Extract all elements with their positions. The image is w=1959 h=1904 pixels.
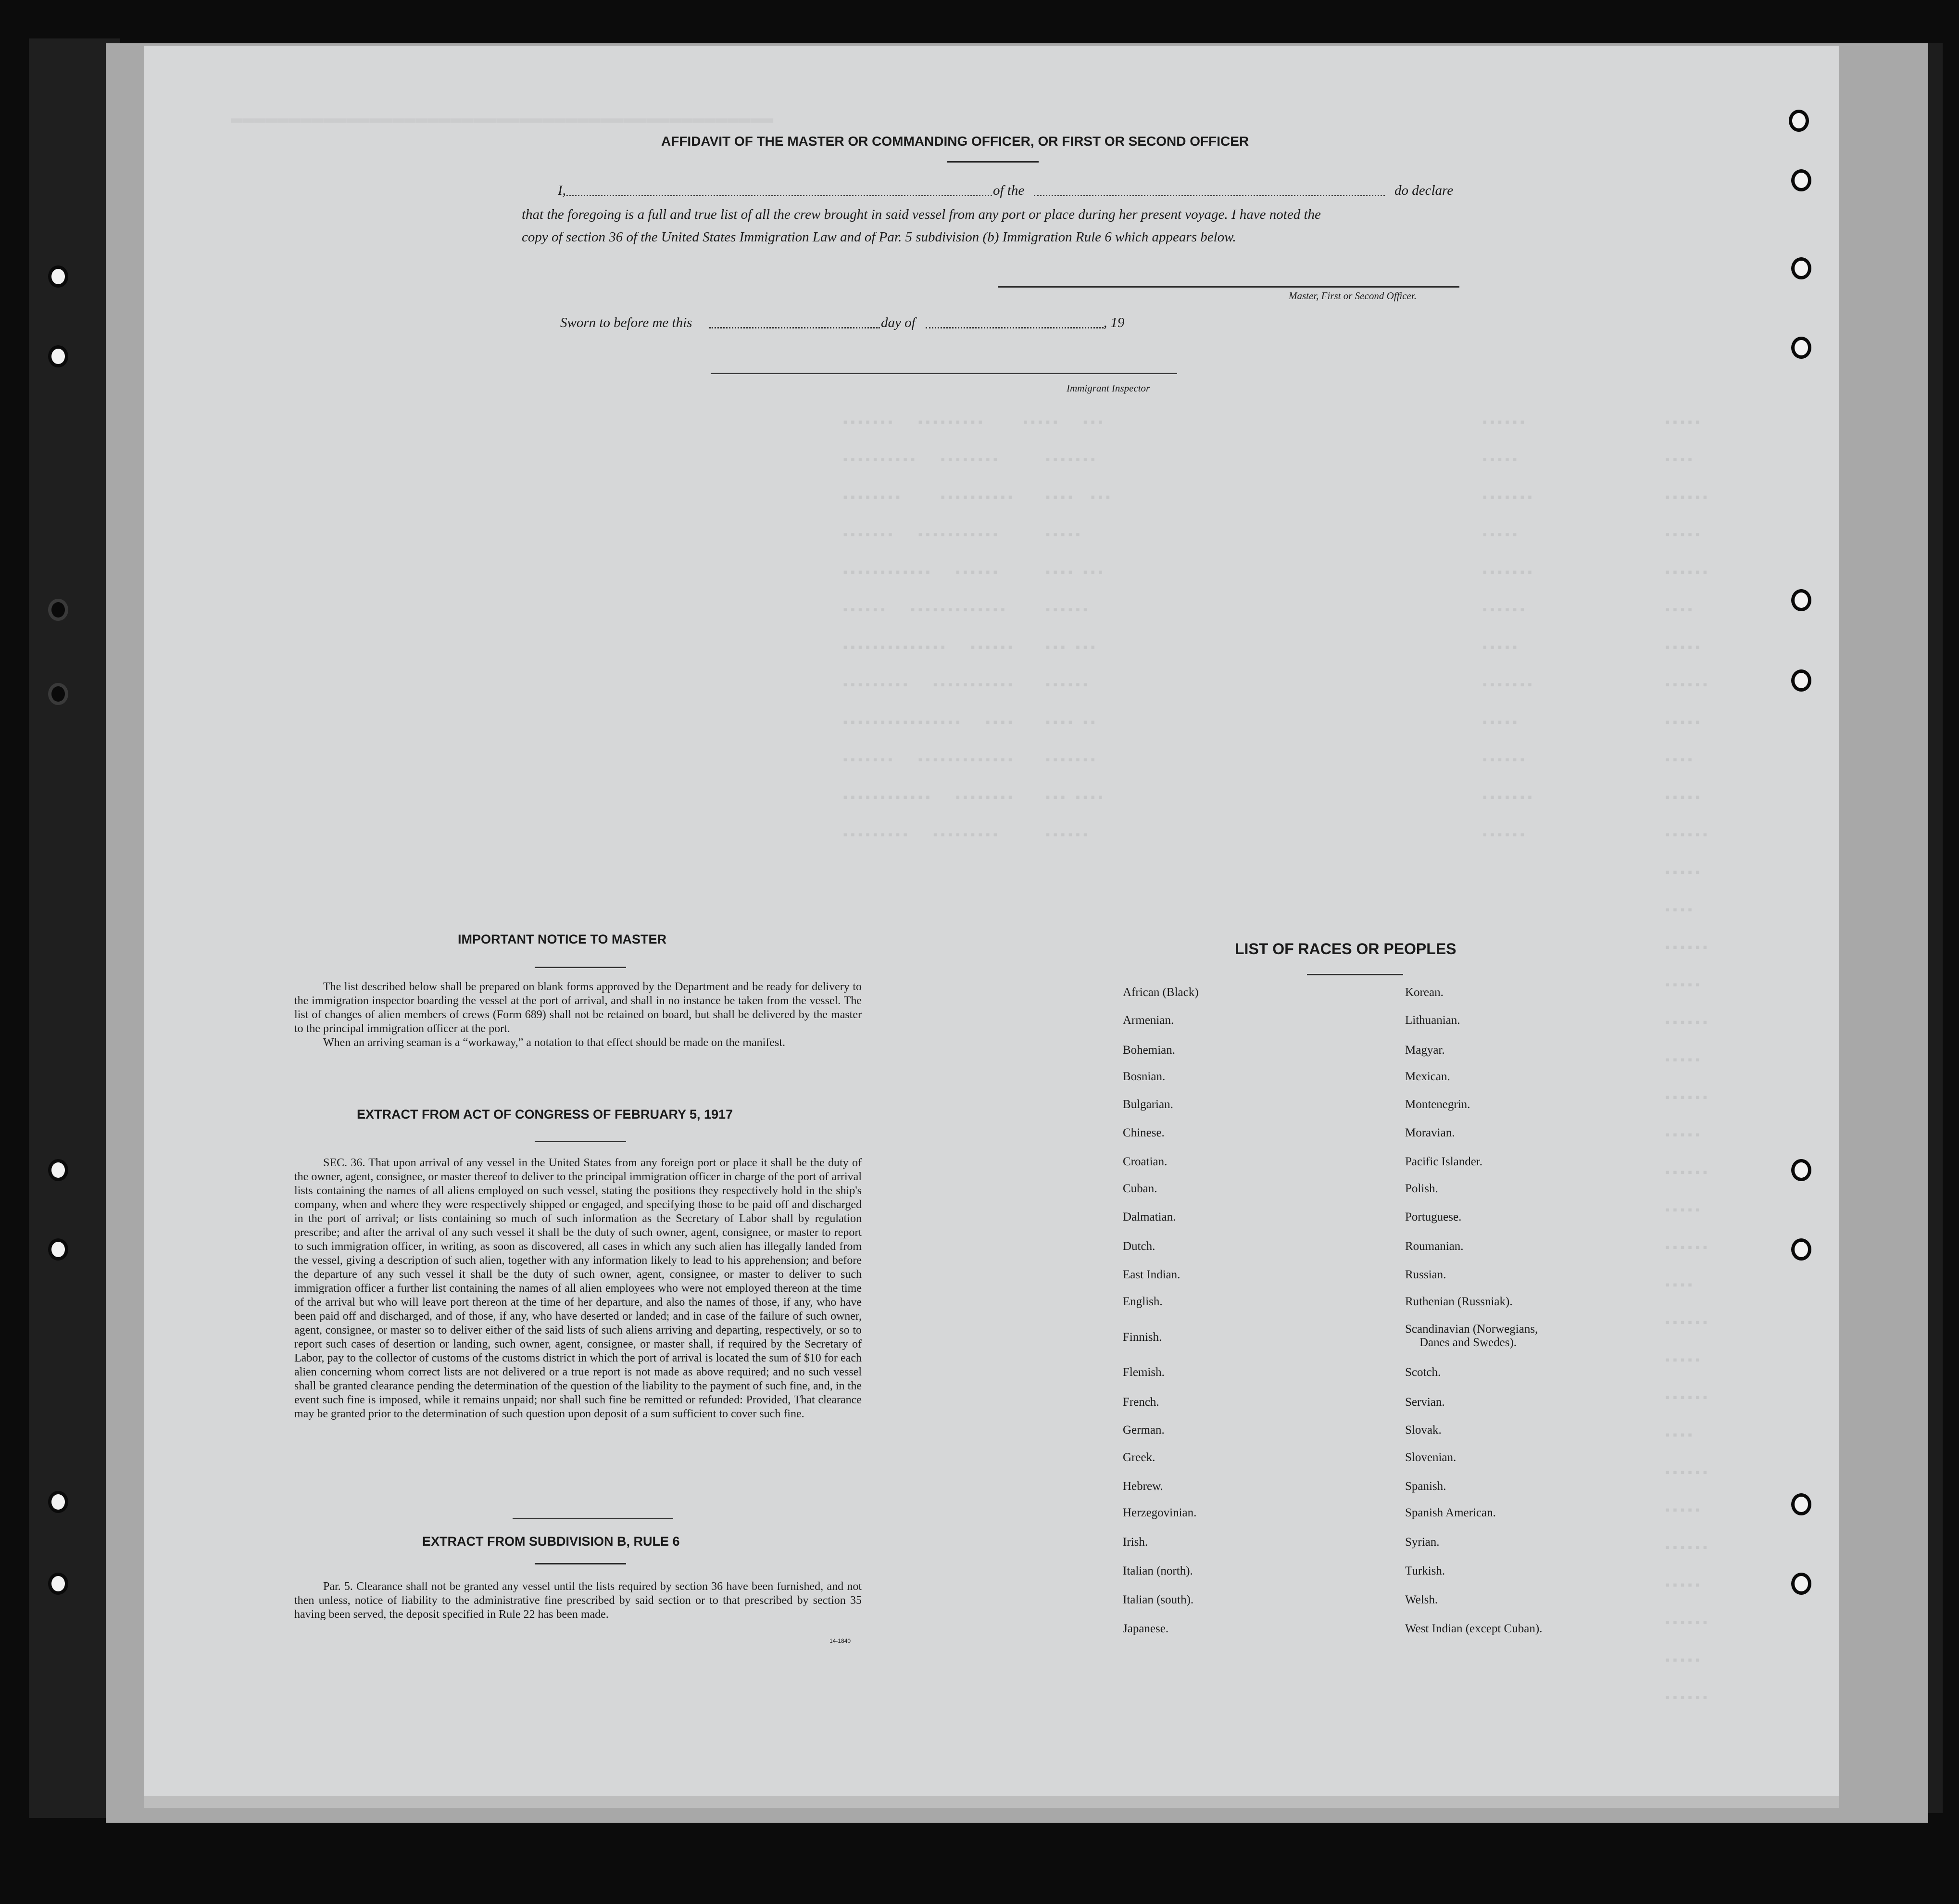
day-of-label: day of — [881, 315, 916, 330]
section-36-paragraph: SEC. 36. That upon arrival of any vessel in the United States from any foreign port or place it shall be the duty of the owner, agent, consignee, or master thereof to deliver to the principal immigration officer in charge of the port of arrival lists containing the names of all aliens employed on such vessel, stating the positions they respectively hold in the ship's company, when and where they were respectively shipped or engaged, and specifying those to be paid off and discharged in the port of arrival; or lists containing so much of such information as the Secretary of Labor shall by regulation prescribe; and after the arrival of any such vessel it shall be the duty of such owner, agent, consignee, or master to report to such immigration officer, in writing, as soon as discovered, all cases in which any such alien has illegally landed from the vessel, giving a description of such alien, together with any information likely to lead to his apprehension; and before the departure of any such vessel it shall be the duty of such owner, agent, consignee, or master to deliver to such immigration officer a further list containing the names of all alien employees who were not employed thereon at the time of the arrival but who will leave port thereon at the time of her departure, and also the names of those, if any, who have been paid off and discharged, and of those, if any, who have deserted or landed; and in case of the failure of such owner, agent, consignee, or master so to deliver either of the said lists of such aliens arriving and departing, respectively, or so to report such cases of desertion or landing, such owner, agent, consignee, or master shall, if required by the Secretary of Labor, pay to the collector of customs of the customs district in which the port of arrival is located the sum of $10 for each alien concerning whom correct lists are not delivered or a true report is not made as above required; and no such vessel shall be granted clearance pending the determination of the question of the liability to the payment of such fine, and, in the event such fine is imposed, while it remains unpaid; nor shall such fine be remitted or refunded: Provided, That clearance may be granted prior to the determination of such question upon deposit of a sum sufficient to cover such fine. — [294, 1157, 862, 1420]
race-left: Italian (south). — [1123, 1593, 1194, 1606]
race-left: African (Black) — [1123, 986, 1199, 999]
punch-hole-icon — [1791, 1493, 1811, 1515]
race-right: Roumanian. — [1405, 1240, 1464, 1253]
race-right: Ruthenian (Russniak). — [1405, 1295, 1513, 1308]
race-left: Bosnian. — [1123, 1070, 1166, 1083]
race-left: Cuban. — [1123, 1182, 1157, 1195]
extract-act-text — [294, 1156, 862, 1421]
race-left: Greek. — [1123, 1451, 1155, 1464]
inspector-caption: Immigrant Inspector — [1067, 382, 1150, 394]
race-right: Portuguese. — [1405, 1210, 1462, 1223]
punch-hole-icon — [48, 1238, 68, 1261]
affidavit-body-line-2: that the foregoing is a full and true list of all the crew brought in said vessel from any port or place during her present voyage. I have noted the — [522, 207, 1321, 222]
punch-hole-icon — [1791, 669, 1811, 692]
title-rule — [535, 967, 626, 968]
race-right: Magyar. — [1405, 1044, 1445, 1057]
affidavit-declare-label: do declare — [1394, 183, 1454, 198]
race-left: Irish. — [1123, 1536, 1148, 1549]
year-label: , 19 — [1104, 315, 1125, 330]
affidavit-i-label: I, — [558, 183, 566, 198]
punch-hole-icon — [48, 1159, 68, 1181]
extract-act-title: EXTRACT FROM ACT OF CONGRESS OF FEBRUARY 5, 1917 — [357, 1107, 733, 1122]
form-number: 14-1840 — [829, 1638, 851, 1644]
name-blank — [566, 195, 992, 196]
race-right: Lithuanian. — [1405, 1014, 1460, 1027]
punch-hole-icon — [1791, 1573, 1811, 1595]
master-signature-line — [998, 286, 1459, 288]
affidavit-of-label: of the — [993, 183, 1025, 198]
race-right: Spanish American. — [1405, 1506, 1496, 1519]
punch-hole-icon — [48, 599, 68, 621]
punch-hole-icon — [48, 345, 68, 367]
punch-hole-icon — [1791, 1238, 1811, 1261]
extract-rule-text — [294, 1580, 862, 1622]
notice-title: IMPORTANT NOTICE TO MASTER — [458, 932, 666, 946]
race-left: Japanese. — [1123, 1622, 1169, 1635]
master-caption: Master, First or Second Officer. — [1289, 290, 1417, 302]
race-left: Hebrew. — [1123, 1480, 1163, 1493]
race-left: Italian (north). — [1123, 1564, 1193, 1577]
title-rule — [535, 1563, 626, 1564]
bleed-through-texture: ▪▪▪▪▪ ▪▪▪▪ ▪▪▪▪▪▪ ▪▪▪▪▪ ▪▪▪▪▪▪ ▪▪▪▪ ▪▪▪▪▪ ▪▪▪▪▪▪ ▪▪▪▪▪ ▪▪▪▪ ▪▪▪▪▪ ▪▪▪▪▪▪ ▪▪▪▪▪ ▪▪▪▪ ▪▪▪▪▪▪ ▪▪▪▪▪ ▪▪▪▪▪▪ ▪▪▪▪▪ ▪▪▪▪▪▪ ▪▪▪▪▪ ▪▪▪▪▪▪ ▪▪▪▪▪ ▪▪▪▪▪▪ ▪▪▪▪ ▪▪▪▪▪▪ ▪▪▪▪▪ ▪▪▪▪▪▪ ▪▪▪▪ ▪▪▪▪▪▪ ▪▪▪▪▪ ▪▪▪▪▪▪ ▪▪▪▪▪ ▪▪▪▪▪▪ ▪▪▪▪▪ ▪▪▪▪▪▪ — [1664, 416, 1709, 1705]
notice-paragraph-2: When an arriving seaman is a “workaway,” a notation to that effect should be made on the manifest. — [323, 1036, 785, 1049]
bleed-through-texture: ▪▪▪▪▪▪▪ ▪▪▪▪▪▪▪▪▪ ▪▪▪▪▪ ▪▪▪ ▪▪▪▪▪▪▪▪▪▪ ▪▪▪▪▪▪▪▪ ▪▪▪▪▪▪▪ ▪▪▪▪▪▪▪▪ ▪▪▪▪▪▪▪▪▪▪ ▪▪▪▪ ▪▪▪ ▪▪▪▪▪▪▪ ▪▪▪▪▪▪▪▪▪▪▪ ▪▪▪▪▪ ▪▪▪▪▪▪▪▪▪▪▪▪ ▪▪▪▪▪▪ ▪▪▪▪ ▪▪▪ ▪▪▪▪▪▪ ▪▪▪▪▪▪▪▪▪▪▪▪▪ ▪▪▪▪▪▪ ▪▪▪▪▪▪▪▪▪▪▪▪▪▪ ▪▪▪▪▪▪ ▪▪▪ ▪▪▪ ▪▪▪▪▪▪▪▪▪ ▪▪▪▪▪▪▪▪▪▪▪ ▪▪▪▪▪▪ ▪▪▪▪▪▪▪▪▪▪▪▪▪▪▪▪ ▪▪▪▪ ▪▪▪▪ ▪▪ ▪▪▪▪▪▪▪ ▪▪▪▪▪▪▪▪▪▪▪▪▪ ▪▪▪▪▪▪▪ ▪▪▪▪▪▪▪▪▪▪▪▪ ▪▪▪▪▪▪▪▪ ▪▪▪ ▪▪▪▪ ▪▪▪▪▪▪▪▪▪ ▪▪▪▪▪▪▪▪▪ ▪▪▪▪▪▪ — [841, 416, 1112, 843]
punch-hole-icon — [48, 683, 68, 705]
race-left: Dutch. — [1123, 1240, 1155, 1253]
extract-rule-title: EXTRACT FROM SUBDIVISION B, RULE 6 — [422, 1534, 680, 1549]
race-right: Danes and Swedes). — [1419, 1336, 1517, 1349]
document-page — [144, 46, 1839, 1796]
race-right: Russian. — [1405, 1268, 1446, 1281]
race-left: English. — [1123, 1295, 1163, 1308]
race-right: Pacific Islander. — [1405, 1155, 1483, 1168]
sworn-month-blank — [926, 327, 1104, 328]
bleed-through-texture: ▪▪▪▪▪▪ ▪▪▪▪▪ ▪▪▪▪▪▪▪ ▪▪▪▪▪ ▪▪▪▪▪▪▪ ▪▪▪▪▪▪ ▪▪▪▪▪ ▪▪▪▪▪▪▪ ▪▪▪▪▪ ▪▪▪▪▪▪ ▪▪▪▪▪▪▪ ▪▪▪▪▪▪ — [1481, 416, 1534, 843]
title-rule — [947, 161, 1039, 163]
race-right: Turkish. — [1405, 1564, 1445, 1577]
race-right: Welsh. — [1405, 1593, 1438, 1606]
race-left: Finnish. — [1123, 1331, 1162, 1344]
punch-hole-icon — [1791, 337, 1811, 359]
notice-paragraph-1: The list described below shall be prepared on blank forms approved by the Department and be ready for delivery to the immigration inspector boarding the vessel at the port of arrival, and shall in no instance be taken from the vessel. The list of changes of alien members of crews (Form 689) shall not be retained on board, but shall be delivered by the master to the principal immigration officer at the port. — [294, 981, 862, 1035]
sworn-day-blank — [709, 327, 880, 328]
race-right: Servian. — [1405, 1396, 1445, 1409]
punch-hole-icon — [1791, 1159, 1811, 1181]
punch-hole-icon — [48, 265, 68, 288]
page-bottom-edge — [144, 1796, 1839, 1808]
race-right: Spanish. — [1405, 1480, 1446, 1493]
punch-hole-icon — [48, 1491, 68, 1513]
race-right: Slovak. — [1405, 1424, 1442, 1437]
punch-hole-icon — [48, 1573, 68, 1595]
par-5-paragraph: Par. 5. Clearance shall not be granted any vessel until the lists required by section 36 have been furnished, and not then unless, notice of liability to the administrative fine prescribed by said section or to that prescribed by section 35 having been served, the deposit specified in Rule 22 has been made. — [294, 1580, 862, 1621]
punch-hole-icon — [1791, 169, 1811, 191]
race-left: East Indian. — [1123, 1268, 1180, 1281]
sworn-label: Sworn to before me this — [560, 315, 692, 330]
race-right: Scandinavian (Norwegians, — [1405, 1323, 1538, 1336]
race-right: Montenegrin. — [1405, 1098, 1470, 1111]
race-right: Scotch. — [1405, 1366, 1441, 1379]
title-rule — [513, 1518, 673, 1519]
race-right: Korean. — [1405, 986, 1444, 999]
race-left: Bohemian. — [1123, 1044, 1176, 1057]
punch-hole-icon — [1789, 110, 1809, 132]
race-left: French. — [1123, 1396, 1159, 1409]
title-rule — [535, 1141, 626, 1142]
race-right: Mexican. — [1405, 1070, 1450, 1083]
race-right: Polish. — [1405, 1182, 1438, 1195]
race-left: Herzegovinian. — [1123, 1506, 1197, 1519]
race-right: West Indian (except Cuban). — [1405, 1622, 1543, 1635]
race-left: German. — [1123, 1424, 1165, 1437]
race-left: Dalmatian. — [1123, 1210, 1176, 1223]
title-rule — [1307, 974, 1403, 975]
vessel-blank — [1034, 195, 1385, 196]
punch-hole-icon — [1791, 257, 1811, 279]
race-left: Chinese. — [1123, 1126, 1165, 1139]
race-left: Flemish. — [1123, 1366, 1165, 1379]
race-left: Armenian. — [1123, 1014, 1174, 1027]
punch-hole-icon — [1791, 589, 1811, 611]
races-title: LIST OF RACES OR PEOPLES — [1235, 940, 1457, 958]
bleed-through-texture: ▬▬▬▬▬▬▬▬▬▬▬▬▬▬▬▬▬▬▬▬▬▬▬▬▬▬▬▬▬▬▬▬▬▬▬▬▬▬▬▬▬▬▬▬▬▬▬ — [231, 108, 774, 130]
notice-text — [294, 980, 862, 1050]
race-left: Bulgarian. — [1123, 1098, 1173, 1111]
affidavit-body-line-3: copy of section 36 of the United States Immigration Law and of Par. 5 subdivision (b) Immigration Rule 6 which appears below. — [522, 229, 1236, 245]
race-right: Slovenian. — [1405, 1451, 1457, 1464]
inspector-signature-line — [711, 373, 1177, 374]
race-left: Croatian. — [1123, 1155, 1168, 1168]
race-right: Moravian. — [1405, 1126, 1455, 1139]
race-right: Syrian. — [1405, 1536, 1440, 1549]
affidavit-title: AFFIDAVIT OF THE MASTER OR COMMANDING OFFICER, OR FIRST OR SECOND OFFICER — [661, 134, 1249, 149]
